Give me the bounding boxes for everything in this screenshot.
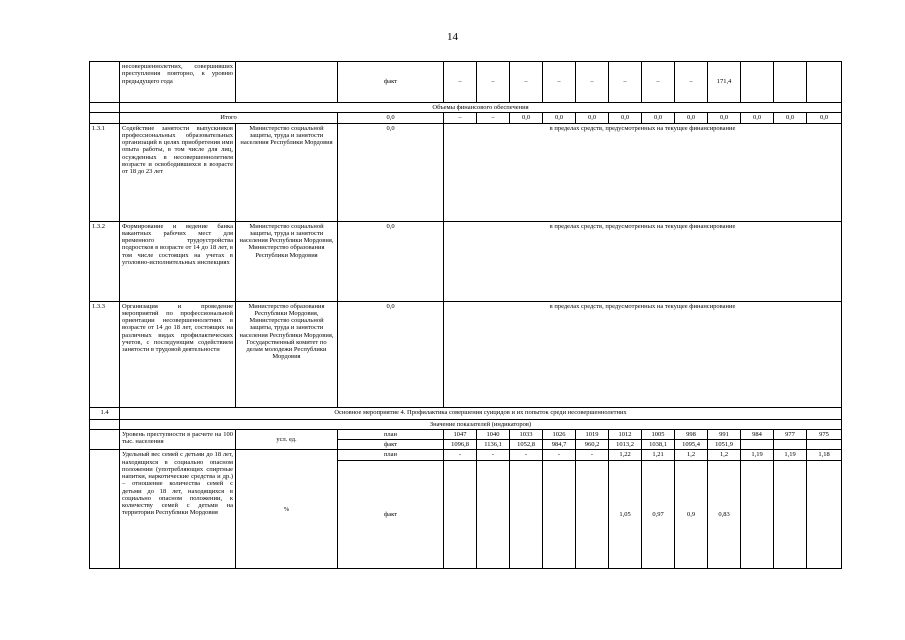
value-cell [741,440,774,450]
measure-text: Содействие занятости выпускников профессиональных образовательных организаций в целях приобретения ими опыта работы, в том числе для лиц, осужденных в несовершеннолетнем возрасте и освободившихся в возрасте от 18 до 23 лет [120,123,236,221]
value-cell: – [642,62,675,103]
value-cell: 1051,9 [708,440,741,450]
indicator-text: несовершеннолетних, совершивших преступления повторно, к уровню предыдущего года [120,62,236,103]
table-row [90,221,842,301]
value-cell: 1,18 [807,450,842,461]
funding-note: в пределах средств, предусмотренных на текущее финансирование [444,123,842,221]
value-cell: 1026 [543,429,576,439]
program-table [89,61,842,569]
value-cell: 1005 [642,429,675,439]
value-cell [774,461,807,569]
value-cell: 1019 [576,429,609,439]
value-cell: 984,7 [543,440,576,450]
value-cell: 1040 [477,429,510,439]
value-cell [774,62,807,103]
value-cell: 1136,1 [477,440,510,450]
value-cell: – [609,62,642,103]
value-cell [807,461,842,569]
indicator-text: Удельный вес семей с детьми до 18 лет, находящихся в социально опасном положении (употребляющих спиртные напитки, наркотические средства и др.) – отношение количества семей с детьми до 18 лет, находящихся в социально опасном положении, к количеству семей с детьми на территории Республики Мордовия [120,450,236,569]
table-row [90,419,842,429]
table-row [90,407,842,419]
value-cell: - [477,450,510,461]
value-cell: - [444,450,477,461]
value-cell: – [675,62,708,103]
value-cell: 0,0 [708,113,741,123]
value-cell: 0,83 [708,461,741,569]
page-number: 14 [447,31,458,43]
value-cell [741,461,774,569]
value-cell: – [477,62,510,103]
section-number: 1.4 [90,407,120,419]
value-cell: 1,2 [675,450,708,461]
value-cell: 1,19 [774,450,807,461]
value-cell: 1,05 [609,461,642,569]
measure-text: Организация и проведение мероприятий по профессиональной ориентации несовершеннолетних в возрасте от 14 до 18 лет, состоящих на различных видах профилактических учетов, с последующим содействием занятости в трудовой деятельности [120,301,236,407]
table-row [90,62,842,103]
value-cell: 1,2 [708,450,741,461]
value-cell: 977 [774,429,807,439]
itogo-label: Итого [120,113,338,123]
measure-amount: 0,0 [338,221,444,301]
measure-executor: Министерство социальной защиты, труда и занятости населения Республики Мордовия, Министерство образования Республики Мордовия [236,221,338,301]
value-cell: 1047 [444,429,477,439]
value-cell: 1012 [609,429,642,439]
value-cell: 171,4 [708,62,741,103]
plan-label: план [338,429,444,439]
measure-executor: Министерство образования Республики Мордовия, Министерство социальной защиты, труда и занятости населения Республики Мордовия, Государственный комитет по делам молодежи Республики Мордовия [236,301,338,407]
value-cell: - [543,450,576,461]
table-row [90,113,842,123]
value-cell: – [543,62,576,103]
itogo-total: 0,0 [338,113,444,123]
indicator-unit: % [236,450,338,569]
value-cell: – [444,113,477,123]
value-cell: 1033 [510,429,543,439]
value-cell: 1052,8 [510,440,543,450]
value-cell: 0,97 [642,461,675,569]
value-cell: 0,0 [642,113,675,123]
value-cell: 1095,4 [675,440,708,450]
fact-label: факт [338,440,444,450]
value-cell: - [510,450,543,461]
value-cell [444,461,477,569]
value-cell [807,440,842,450]
value-cell [510,461,543,569]
value-cell: – [510,62,543,103]
measure-amount: 0,0 [338,123,444,221]
value-cell [741,62,774,103]
indicators-header: Значение показателей (индикаторов) [120,419,842,429]
section-title: Основное мероприятие 4. Профилактика совершения суицидов и их попыток среди несовершеннолетних [120,407,842,419]
value-cell: 960,2 [576,440,609,450]
funding-note: в пределах средств, предусмотренных на текущее финансирование [444,221,842,301]
value-cell: 1,21 [642,450,675,461]
table-row [90,103,842,113]
value-cell: – [576,62,609,103]
value-cell [543,461,576,569]
value-cell: 0,0 [807,113,842,123]
fact-label: факт [338,62,444,103]
table-row [90,301,842,407]
value-cell [807,62,842,103]
table-row [90,429,842,439]
measure-number: 1.3.2 [90,221,120,301]
plan-label: план [338,450,444,461]
indicator-unit: усл. ед. [236,429,338,450]
value-cell: 1096,8 [444,440,477,450]
indicator-text: Уровень преступности в расчете на 100 тыс. населения [120,429,236,450]
value-cell: – [444,62,477,103]
funding-header: Объемы финансового обеспечения [120,103,842,113]
value-cell: 0,9 [675,461,708,569]
value-cell: 991 [708,429,741,439]
value-cell: 1,19 [741,450,774,461]
value-cell: – [477,113,510,123]
value-cell [576,461,609,569]
measure-number: 1.3.1 [90,123,120,221]
value-cell: 0,0 [543,113,576,123]
value-cell: 1013,2 [609,440,642,450]
value-cell: 0,0 [774,113,807,123]
value-cell [477,461,510,569]
value-cell: - [576,450,609,461]
fact-label: факт [338,461,444,569]
value-cell: 0,0 [609,113,642,123]
value-cell [774,440,807,450]
measure-number: 1.3.3 [90,301,120,407]
measure-amount: 0,0 [338,301,444,407]
value-cell: 984 [741,429,774,439]
measure-text: Формирование и ведение банка вакантных рабочих мест для временного трудоустройства подростков в возрасте от 14 до 18 лет, в том числе состоящих на учетах в уголовно-исполнительных инспекциях [120,221,236,301]
value-cell: 0,0 [741,113,774,123]
value-cell: 998 [675,429,708,439]
value-cell: 0,0 [510,113,543,123]
value-cell: 1038,1 [642,440,675,450]
value-cell: 1,22 [609,450,642,461]
value-cell: 0,0 [576,113,609,123]
value-cell: 0,0 [675,113,708,123]
value-cell: 975 [807,429,842,439]
funding-note: в пределах средств, предусмотренных на текущее финансирование [444,301,842,407]
measure-executor: Министерство социальной защиты, труда и занятости населения Республики Мордовия [236,123,338,221]
table-row [90,123,842,221]
table-row [90,450,842,461]
